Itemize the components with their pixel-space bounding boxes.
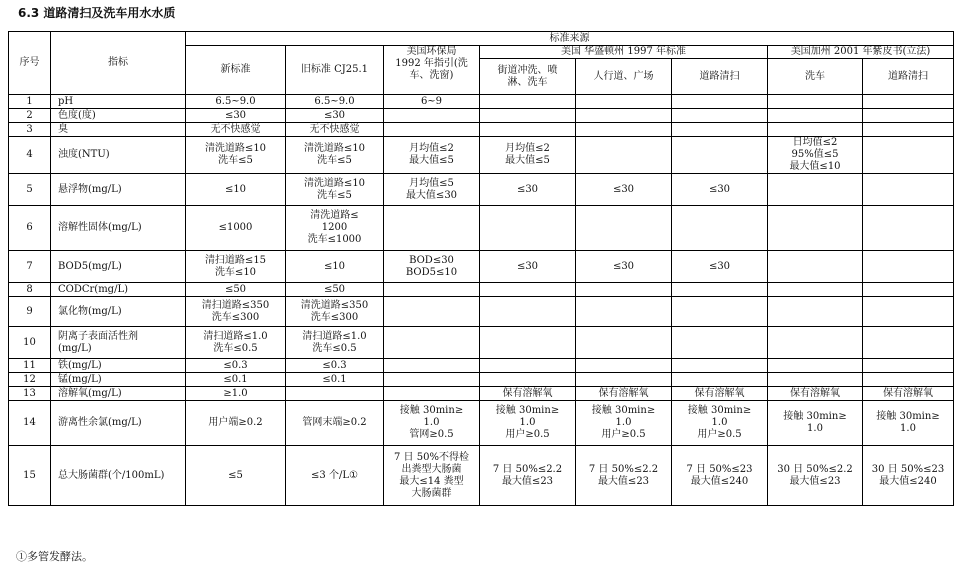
table-cell: 7 日 50%≤2.2 最大值≤23 bbox=[576, 446, 672, 506]
table-cell: 清洗道路≤ 1200 洗车≤1000 bbox=[286, 206, 384, 251]
table-cell bbox=[672, 373, 768, 387]
table-cell: 用户端≥0.2 bbox=[186, 401, 286, 446]
row-indicator: 铁(mg/L) bbox=[51, 359, 186, 373]
table-cell: 清洗道路≤10 洗车≤5 bbox=[286, 174, 384, 206]
row-index: 15 bbox=[9, 446, 51, 506]
table-cell: ≤0.1 bbox=[186, 373, 286, 387]
row-indicator: 溶解性固体(mg/L) bbox=[51, 206, 186, 251]
row-index: 2 bbox=[9, 109, 51, 123]
table-cell: ≤3 个/L① bbox=[286, 446, 384, 506]
row-indicator: 总大肠菌群(个/100mL) bbox=[51, 446, 186, 506]
table-cell: 月均值≤2 最大值≤5 bbox=[480, 137, 576, 174]
table-cell: 接触 30min≥ 1.0 用户≥0.5 bbox=[672, 401, 768, 446]
row-index: 4 bbox=[9, 137, 51, 174]
table-cell: 月均值≤2 最大值≤5 bbox=[384, 137, 480, 174]
header-index: 序号 bbox=[9, 32, 51, 95]
table-cell bbox=[480, 359, 576, 373]
table-cell bbox=[286, 387, 384, 401]
row-index: 1 bbox=[9, 95, 51, 109]
table-cell bbox=[384, 387, 480, 401]
table-cell bbox=[384, 123, 480, 137]
table-cell bbox=[863, 297, 954, 327]
row-index: 6 bbox=[9, 206, 51, 251]
table-cell: ≤30 bbox=[480, 251, 576, 283]
table-cell bbox=[672, 109, 768, 123]
table-cell: ≤30 bbox=[672, 174, 768, 206]
table-cell bbox=[576, 373, 672, 387]
table-cell bbox=[672, 137, 768, 174]
table-row bbox=[9, 327, 954, 359]
row-index: 12 bbox=[9, 373, 51, 387]
table-cell bbox=[384, 283, 480, 297]
table-cell: BOD≤30 BOD5≤10 bbox=[384, 251, 480, 283]
table-cell bbox=[863, 283, 954, 297]
row-indicator: 臭 bbox=[51, 123, 186, 137]
table-cell bbox=[480, 373, 576, 387]
table-cell: 清洗道路≤10 洗车≤5 bbox=[286, 137, 384, 174]
table-cell bbox=[672, 123, 768, 137]
table-cell: 接触 30min≥ 1.0 bbox=[863, 401, 954, 446]
row-indicator: 浊度(NTU) bbox=[51, 137, 186, 174]
table-cell bbox=[863, 95, 954, 109]
row-index: 10 bbox=[9, 327, 51, 359]
table-cell bbox=[768, 174, 863, 206]
table-cell bbox=[768, 283, 863, 297]
table-cell: 清洗道路≤350 洗车≤300 bbox=[286, 297, 384, 327]
table-row bbox=[9, 251, 954, 283]
table-cell bbox=[480, 123, 576, 137]
row-index: 8 bbox=[9, 283, 51, 297]
table-row bbox=[9, 446, 954, 506]
row-index: 7 bbox=[9, 251, 51, 283]
table-cell bbox=[768, 297, 863, 327]
table-cell bbox=[863, 206, 954, 251]
table-cell: 6.5~9.0 bbox=[286, 95, 384, 109]
table-cell: 月均值≤5 最大值≤30 bbox=[384, 174, 480, 206]
row-indicator: 游离性余氯(mg/L) bbox=[51, 401, 186, 446]
table-cell: 保有溶解氧 bbox=[768, 387, 863, 401]
table-cell: 保有溶解氧 bbox=[576, 387, 672, 401]
table-cell bbox=[863, 174, 954, 206]
table-cell bbox=[672, 206, 768, 251]
table-cell: 30 日 50%≤2.2 最大值≤23 bbox=[768, 446, 863, 506]
table-cell bbox=[768, 95, 863, 109]
table-row bbox=[9, 123, 954, 137]
table-cell bbox=[768, 109, 863, 123]
row-indicator: 色度(度) bbox=[51, 109, 186, 123]
row-index: 14 bbox=[9, 401, 51, 446]
table-cell bbox=[384, 327, 480, 359]
row-indicator: 溶解氧(mg/L) bbox=[51, 387, 186, 401]
table-cell bbox=[576, 297, 672, 327]
table-cell: ≤30 bbox=[286, 109, 384, 123]
header-source-group: 标准来源 bbox=[186, 32, 954, 46]
table-cell: 清洗道路≤10 洗车≤5 bbox=[186, 137, 286, 174]
table-cell bbox=[576, 137, 672, 174]
table-cell: ≤30 bbox=[672, 251, 768, 283]
table-cell bbox=[576, 95, 672, 109]
table-cell: 无不快感觉 bbox=[286, 123, 384, 137]
row-indicator: BOD5(mg/L) bbox=[51, 251, 186, 283]
table-cell: 管网末端≥0.2 bbox=[286, 401, 384, 446]
table-cell bbox=[768, 359, 863, 373]
table-cell bbox=[480, 297, 576, 327]
table-cell: ≤30 bbox=[480, 174, 576, 206]
table-cell: 清扫道路≤1.0 洗车≤0.5 bbox=[186, 327, 286, 359]
table-cell: ≤1000 bbox=[186, 206, 286, 251]
table-row bbox=[9, 95, 954, 109]
row-indicator: 氯化物(mg/L) bbox=[51, 297, 186, 327]
table-cell bbox=[863, 251, 954, 283]
header-indicator: 指标 bbox=[51, 32, 186, 95]
header-wa-road-cleaning: 道路清扫 bbox=[672, 59, 768, 95]
table-cell: 保有溶解氧 bbox=[863, 387, 954, 401]
table-cell bbox=[384, 109, 480, 123]
table-cell: ≤10 bbox=[186, 174, 286, 206]
row-index: 11 bbox=[9, 359, 51, 373]
table-cell bbox=[576, 109, 672, 123]
table-cell bbox=[672, 297, 768, 327]
table-cell bbox=[768, 373, 863, 387]
header-car-washing: 洗车 bbox=[768, 59, 863, 95]
table-cell bbox=[863, 359, 954, 373]
table-cell: 清扫道路≤350 洗车≤300 bbox=[186, 297, 286, 327]
table-cell bbox=[384, 359, 480, 373]
header-epa-1992: 美国环保局 1992 年指引(洗 车、洗窗) bbox=[384, 46, 480, 95]
table-cell bbox=[768, 251, 863, 283]
table-cell bbox=[672, 359, 768, 373]
table-cell bbox=[672, 327, 768, 359]
table-cell: 6.5~9.0 bbox=[186, 95, 286, 109]
row-indicator: 阴离子表面活性剂 (mg/L) bbox=[51, 327, 186, 359]
table-cell bbox=[863, 137, 954, 174]
table-cell: ≤30 bbox=[186, 109, 286, 123]
row-indicator: 悬浮物(mg/L) bbox=[51, 174, 186, 206]
table-cell: ≤0.3 bbox=[286, 359, 384, 373]
row-indicator: pH bbox=[51, 95, 186, 109]
table-cell: ≤10 bbox=[286, 251, 384, 283]
header-new-standard: 新标准 bbox=[186, 46, 286, 95]
table-cell: 无不快感觉 bbox=[186, 123, 286, 137]
table-row bbox=[9, 297, 954, 327]
table-cell: 保有溶解氧 bbox=[672, 387, 768, 401]
row-indicator: 锰(mg/L) bbox=[51, 373, 186, 387]
table-cell: 7 日 50%≤23 最大值≤240 bbox=[672, 446, 768, 506]
row-index: 13 bbox=[9, 387, 51, 401]
table-row bbox=[9, 401, 954, 446]
row-index: 3 bbox=[9, 123, 51, 137]
table-cell bbox=[863, 327, 954, 359]
table-cell: 清扫道路≤1.0 洗车≤0.5 bbox=[286, 327, 384, 359]
row-index: 5 bbox=[9, 174, 51, 206]
table-cell bbox=[480, 95, 576, 109]
table-cell: 接触 30min≥ 1.0 用户≥0.5 bbox=[480, 401, 576, 446]
table-cell bbox=[576, 206, 672, 251]
table-cell bbox=[768, 327, 863, 359]
table-cell: 7 日 50%不得检 出粪型大肠菌 最大≤14 粪型 大肠菌群 bbox=[384, 446, 480, 506]
header-california-2001: 美国加州 2001 年紫皮书(立法) bbox=[768, 46, 954, 59]
table-cell bbox=[576, 359, 672, 373]
table-row bbox=[9, 373, 954, 387]
table-cell: 30 日 50%≤23 最大值≤240 bbox=[863, 446, 954, 506]
table-cell: ≤50 bbox=[286, 283, 384, 297]
table-cell: ≥1.0 bbox=[186, 387, 286, 401]
table-cell bbox=[863, 373, 954, 387]
table-row bbox=[9, 206, 954, 251]
table-cell bbox=[576, 327, 672, 359]
table-cell: 6~9 bbox=[384, 95, 480, 109]
header-old-standard: 旧标准 CJ25.1 bbox=[286, 46, 384, 95]
header-ca-road-cleaning: 道路清扫 bbox=[863, 59, 954, 95]
table-cell bbox=[480, 109, 576, 123]
table-cell bbox=[672, 283, 768, 297]
header-sidewalk: 人行道、广场 bbox=[576, 59, 672, 95]
table-cell: 接触 30min≥ 1.0 bbox=[768, 401, 863, 446]
table-cell bbox=[863, 123, 954, 137]
table-row bbox=[9, 283, 954, 297]
table-cell: ≤0.3 bbox=[186, 359, 286, 373]
table-row bbox=[9, 137, 954, 174]
row-indicator: CODCr(mg/L) bbox=[51, 283, 186, 297]
table-cell bbox=[480, 327, 576, 359]
table-cell bbox=[576, 123, 672, 137]
water-quality-table bbox=[8, 31, 954, 506]
table-cell bbox=[672, 95, 768, 109]
table-row bbox=[9, 359, 954, 373]
table-cell: 接触 30min≥ 1.0 用户≥0.5 bbox=[576, 401, 672, 446]
table-row bbox=[9, 387, 954, 401]
table-row bbox=[9, 174, 954, 206]
table-cell bbox=[863, 109, 954, 123]
table-cell: 清扫道路≤15 洗车≤10 bbox=[186, 251, 286, 283]
table-cell bbox=[480, 283, 576, 297]
table-cell: ≤50 bbox=[186, 283, 286, 297]
header-washington-1997: 美国 华盛顿州 1997 年标准 bbox=[480, 46, 768, 59]
section-title: 6.3 道路清扫及洗车用水水质 bbox=[18, 6, 176, 20]
table-cell bbox=[384, 373, 480, 387]
table-cell bbox=[384, 206, 480, 251]
table-cell: ≤30 bbox=[576, 251, 672, 283]
header-street-washing: 街道冲洗、喷 淋、洗车 bbox=[480, 59, 576, 95]
row-index: 9 bbox=[9, 297, 51, 327]
table-cell: ≤30 bbox=[576, 174, 672, 206]
table-cell: 日均值≤2 95%值≤5 最大值≤10 bbox=[768, 137, 863, 174]
table-cell: ≤0.1 bbox=[286, 373, 384, 387]
table-cell bbox=[480, 206, 576, 251]
table-cell: ≤5 bbox=[186, 446, 286, 506]
table-row bbox=[9, 109, 954, 123]
table-cell bbox=[576, 283, 672, 297]
table-cell: 保有溶解氧 bbox=[480, 387, 576, 401]
table-cell bbox=[768, 206, 863, 251]
table-cell: 接触 30min≥ 1.0 管网≥0.5 bbox=[384, 401, 480, 446]
table-cell: 7 日 50%≤2.2 最大值≤23 bbox=[480, 446, 576, 506]
table-cell bbox=[768, 123, 863, 137]
footnote: ①多管发酵法。 bbox=[16, 550, 93, 563]
table-cell bbox=[384, 297, 480, 327]
